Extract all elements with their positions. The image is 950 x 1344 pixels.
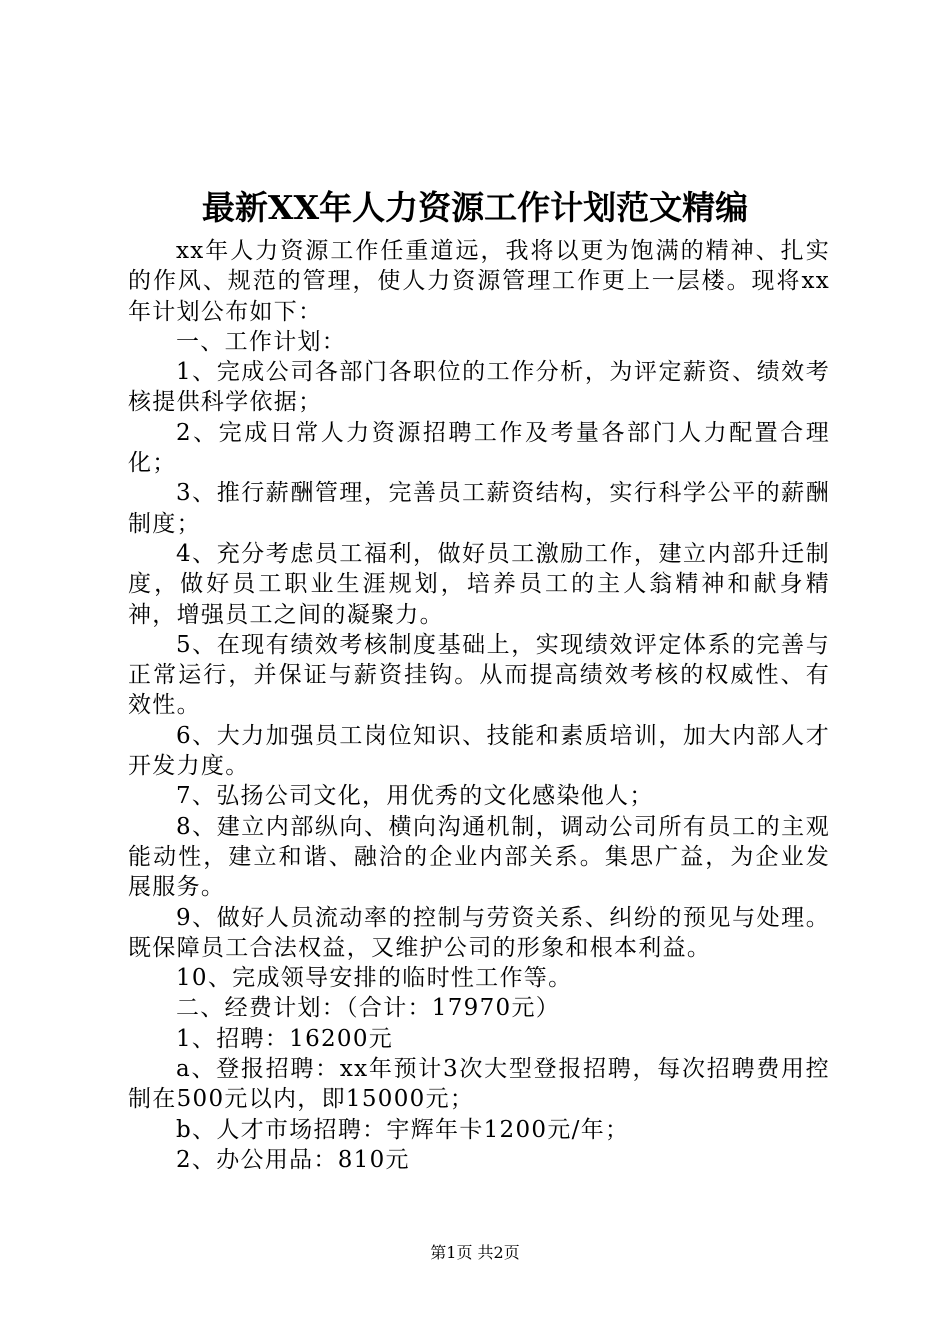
work-plan-item-9: 9、做好人员流动率的控制与劳资关系、纠纷的预见与处理。既保障员工合法权益，又维护公司的形象和根本利益。: [128, 904, 830, 961]
budget-item-recruitment: 1、招聘：16200元: [176, 1025, 394, 1052]
work-plan-item-2: 2、完成日常人力资源招聘工作及考量各部门人力配置合理化；: [128, 419, 830, 477]
document-title: 最新XX年人力资源工作计划范文精编: [201, 188, 749, 227]
work-plan-item-5: 5、在现有绩效考核制度基础上，实现绩效评定体系的完善与正常运行，并保证与薪资挂钩。从而提高绩效考核的权威性、有效性。: [128, 631, 830, 719]
section-heading-work-plan: 一、工作计划：: [176, 328, 347, 355]
budget-subitem-talent-market: b、人才市场招聘：宇辉年卡1200元/年；: [176, 1116, 630, 1143]
section-heading-budget: 二、经费计划：（合计：17970元）: [176, 995, 561, 1022]
work-plan-item-4: 4、充分考虑员工福利，做好员工激励工作，建立内部升迁制度，做好员工职业生涯规划，培养员工的主人翁精神和献身精神，增强员工之间的凝聚力。: [128, 540, 830, 628]
budget-item-office-supplies: 2、办公用品：810元: [176, 1146, 410, 1173]
work-plan-item-6: 6、大力加强员工岗位知识、技能和素质培训，加大内部人才开发力度。: [128, 722, 830, 780]
work-plan-item-7: 7、弘扬公司文化，用优秀的文化感染他人；: [176, 783, 654, 810]
paragraph-intro: xx年人力资源工作任重道远，我将以更为饱满的精神、扎实的作风、规范的管理，使人力资源管理工作更上一层楼。现将xx年计划公布如下：: [128, 238, 830, 325]
page-footer: 第1页 共2页: [430, 1243, 520, 1262]
work-plan-item-3: 3、推行薪酬管理，完善员工薪资结构，实行科学公平的薪酬制度；: [128, 480, 830, 537]
budget-subitem-newspaper: a、登报招聘：xx年预计3次大型登报招聘，每次招聘费用控制在500元以内，即15000元；: [128, 1056, 830, 1113]
work-plan-item-8: 8、建立内部纵向、横向沟通机制，调动公司所有员工的主观能动性，建立和谐、融洽的企业内部关系。集思广益，为企业发展服务。: [128, 813, 830, 901]
document-body: [128, 236, 830, 1175]
work-plan-item-10: 10、完成领导安排的临时性工作等。: [176, 965, 573, 992]
work-plan-item-1: 1、完成公司各部门各职位的工作分析，为评定薪资、绩效考核提供科学依据；: [128, 359, 830, 416]
